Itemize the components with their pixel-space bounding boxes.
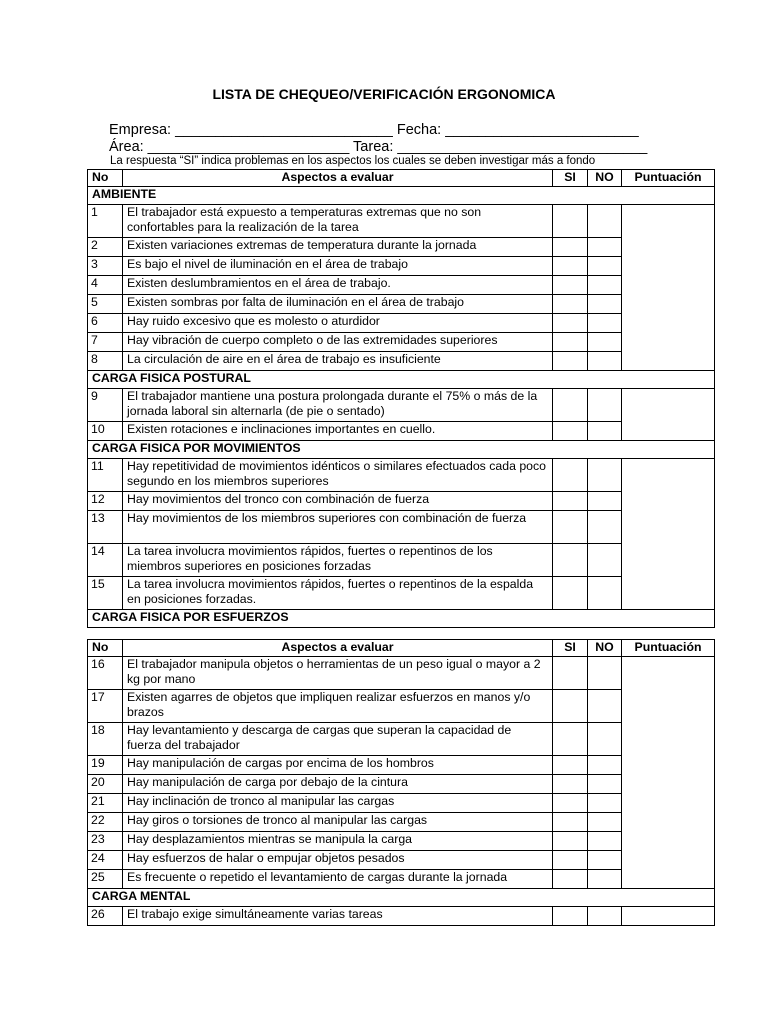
answer-no-cell[interactable] <box>588 812 622 831</box>
item-number: 16 <box>88 656 123 689</box>
item-aspect: Es bajo el nivel de iluminación en el área de trabajo <box>123 256 553 275</box>
checklist-row <box>88 332 715 351</box>
item-number: 25 <box>88 869 123 888</box>
item-aspect: Existen sombras por falta de iluminación en el área de trabajo <box>123 294 553 313</box>
checklist-row <box>88 850 715 869</box>
answer-no-cell[interactable] <box>588 332 622 351</box>
header-score: Puntuación <box>622 170 715 187</box>
item-number: 20 <box>88 774 123 793</box>
answer-si-cell[interactable] <box>553 332 588 351</box>
checklist-row <box>88 510 715 543</box>
item-number: 3 <box>88 256 123 275</box>
answer-si-cell[interactable] <box>553 256 588 275</box>
item-number: 2 <box>88 237 123 256</box>
area-tarea-line[interactable]: Área: _________________________ Tarea: _______________________________ <box>109 139 648 155</box>
answer-si-cell[interactable] <box>553 458 588 491</box>
checklist-row <box>88 237 715 256</box>
checklist-row <box>88 351 715 370</box>
item-number: 21 <box>88 793 123 812</box>
answer-no-cell[interactable] <box>588 275 622 294</box>
checklist-row <box>88 313 715 332</box>
answer-si-cell[interactable] <box>553 831 588 850</box>
item-aspect: Es frecuente o repetido el levantamiento de cargas durante la jornada <box>123 869 553 888</box>
checklist-row <box>88 576 715 609</box>
checklist-row <box>88 906 715 925</box>
header-si: SI <box>553 640 588 657</box>
answer-no-cell[interactable] <box>588 850 622 869</box>
item-aspect: Existen rotaciones e inclinaciones importantes en cuello. <box>123 421 553 440</box>
answer-si-cell[interactable] <box>553 722 588 755</box>
item-number: 22 <box>88 812 123 831</box>
answer-si-cell[interactable] <box>553 774 588 793</box>
checklist-row <box>88 204 715 237</box>
answer-si-cell[interactable] <box>553 850 588 869</box>
item-aspect: El trabajador está expuesto a temperaturas extremas que no son confortables para la realización de la tarea <box>123 204 553 237</box>
answer-si-cell[interactable] <box>553 689 588 722</box>
item-number: 9 <box>88 388 123 421</box>
item-number: 19 <box>88 755 123 774</box>
item-aspect: Hay desplazamientos mientras se manipula la carga <box>123 831 553 850</box>
item-aspect: Hay movimientos del tronco con combinación de fuerza <box>123 491 553 510</box>
answer-si-cell[interactable] <box>553 576 588 609</box>
score-cell[interactable] <box>622 656 715 888</box>
item-aspect: Existen deslumbramientos en el área de trabajo. <box>123 275 553 294</box>
checklist-row <box>88 458 715 491</box>
answer-no-cell[interactable] <box>588 421 622 440</box>
header-aspect: Aspectos a evaluar <box>123 170 553 187</box>
checklist-row <box>88 294 715 313</box>
item-aspect: Hay esfuerzos de halar o empujar objetos pesados <box>123 850 553 869</box>
checklist-row <box>88 256 715 275</box>
answer-no-cell[interactable] <box>588 906 622 925</box>
checklist-row <box>88 491 715 510</box>
section-header <box>88 440 715 458</box>
section-title: CARGA FISICA POR MOVIMIENTOS <box>88 440 715 458</box>
checklist-row <box>88 689 715 722</box>
item-number: 26 <box>88 906 123 925</box>
answer-si-cell[interactable] <box>553 793 588 812</box>
score-cell[interactable] <box>622 458 715 609</box>
answer-no-cell[interactable] <box>588 256 622 275</box>
checklist-row <box>88 831 715 850</box>
answer-si-cell[interactable] <box>553 510 588 543</box>
item-number: 24 <box>88 850 123 869</box>
checklist-table-2 <box>87 639 715 926</box>
header-aspect: Aspectos a evaluar <box>123 640 553 657</box>
item-number: 15 <box>88 576 123 609</box>
item-number: 10 <box>88 421 123 440</box>
answer-si-cell[interactable] <box>553 656 588 689</box>
score-cell[interactable] <box>622 204 715 370</box>
checklist-row <box>88 755 715 774</box>
answer-no-cell[interactable] <box>588 237 622 256</box>
item-aspect: Hay giros o torsiones de tronco al manipular las cargas <box>123 812 553 831</box>
answer-si-cell[interactable] <box>553 275 588 294</box>
answer-si-cell[interactable] <box>553 906 588 925</box>
item-number: 14 <box>88 543 123 576</box>
item-aspect: Existen variaciones extremas de temperatura durante la jornada <box>123 237 553 256</box>
item-aspect: Hay inclinación de tronco al manipular las cargas <box>123 793 553 812</box>
checklist-table-1 <box>87 169 715 628</box>
checklist-row <box>88 869 715 888</box>
answer-si-cell[interactable] <box>553 812 588 831</box>
answer-si-cell[interactable] <box>553 237 588 256</box>
section-header <box>88 888 715 906</box>
answer-si-cell[interactable] <box>553 204 588 237</box>
answer-no-cell[interactable] <box>588 774 622 793</box>
header-no: No <box>88 640 123 657</box>
item-aspect: Hay vibración de cuerpo completo o de las extremidades superiores <box>123 332 553 351</box>
answer-no-cell[interactable] <box>588 510 622 543</box>
item-aspect: Hay ruido excesivo que es molesto o aturdidor <box>123 313 553 332</box>
item-aspect: Existen agarres de objetos que impliquen realizar esfuerzos en manos y/o brazos <box>123 689 553 722</box>
item-number: 12 <box>88 491 123 510</box>
instruction-note: La respuesta “SI” indica problemas en los aspectos los cuales se deben investigar más a fondo <box>110 155 596 167</box>
header-si: SI <box>553 170 588 187</box>
checklist-row <box>88 812 715 831</box>
item-number: 17 <box>88 689 123 722</box>
answer-no-cell[interactable] <box>588 388 622 421</box>
answer-no-cell[interactable] <box>588 656 622 689</box>
item-aspect: Hay manipulación de carga por debajo de la cintura <box>123 774 553 793</box>
answer-no-cell[interactable] <box>588 294 622 313</box>
section-title: CARGA FISICA POR ESFUERZOS <box>88 609 715 627</box>
page-title: LISTA DE CHEQUEO/VERIFICACIÓN ERGONOMICA <box>212 86 556 102</box>
answer-si-cell[interactable] <box>553 351 588 370</box>
score-cell[interactable] <box>622 906 715 925</box>
answer-si-cell[interactable] <box>553 388 588 421</box>
item-number: 8 <box>88 351 123 370</box>
item-aspect: Hay repetitividad de movimientos idénticos o similares efectuados cada poco segundo en los miembros superiores <box>123 458 553 491</box>
checklist-row <box>88 543 715 576</box>
answer-si-cell[interactable] <box>553 755 588 774</box>
answer-no-cell[interactable] <box>588 755 622 774</box>
checklist-row <box>88 275 715 294</box>
answer-si-cell[interactable] <box>553 294 588 313</box>
answer-no-cell[interactable] <box>588 351 622 370</box>
answer-no-cell[interactable] <box>588 689 622 722</box>
answer-no-cell[interactable] <box>588 722 622 755</box>
answer-no-cell[interactable] <box>588 576 622 609</box>
section-title: AMBIENTE <box>88 186 715 204</box>
answer-no-cell[interactable] <box>588 313 622 332</box>
answer-no-cell[interactable] <box>588 458 622 491</box>
answer-no-cell[interactable] <box>588 543 622 576</box>
checklist-row <box>88 722 715 755</box>
checklist-row <box>88 793 715 812</box>
item-aspect: La tarea involucra movimientos rápidos, fuertes o repentinos de los miembros superiores en posiciones forzadas <box>123 543 553 576</box>
answer-no-cell[interactable] <box>588 869 622 888</box>
item-number: 6 <box>88 313 123 332</box>
answer-si-cell[interactable] <box>553 543 588 576</box>
answer-si-cell[interactable] <box>553 421 588 440</box>
item-number: 1 <box>88 204 123 237</box>
answer-si-cell[interactable] <box>553 313 588 332</box>
checklist-row <box>88 656 715 689</box>
checklist-row <box>88 388 715 421</box>
answer-no-cell[interactable] <box>588 793 622 812</box>
section-header <box>88 609 715 627</box>
item-aspect: El trabajador mantiene una postura prolongada durante el 75% o más de la jornada laboral sin alternarla (de pie o sentado) <box>123 388 553 421</box>
section-title: CARGA FISICA POSTURAL <box>88 370 715 388</box>
item-number: 7 <box>88 332 123 351</box>
header-score: Puntuación <box>622 640 715 657</box>
header-no-answer: NO <box>588 640 622 657</box>
item-number: 4 <box>88 275 123 294</box>
checklist-row <box>88 421 715 440</box>
empresa-fecha-line[interactable]: Empresa: ___________________________ Fecha: ________________________ <box>109 122 639 138</box>
item-number: 5 <box>88 294 123 313</box>
item-aspect: La circulación de aire en el área de trabajo es insuficiente <box>123 351 553 370</box>
item-number: 11 <box>88 458 123 491</box>
item-aspect: El trabajador manipula objetos o herramientas de un peso igual o mayor a 2 kg por mano <box>123 656 553 689</box>
item-aspect: La tarea involucra movimientos rápidos, fuertes o repentinos de la espalda en posiciones forzadas. <box>123 576 553 609</box>
header-no: No <box>88 170 123 187</box>
section-header <box>88 370 715 388</box>
item-aspect: Hay manipulación de cargas por encima de los hombros <box>123 755 553 774</box>
checklist-row <box>88 774 715 793</box>
item-aspect: Hay movimientos de los miembros superiores con combinación de fuerza <box>123 510 553 543</box>
item-number: 13 <box>88 510 123 543</box>
section-title: CARGA MENTAL <box>88 888 715 906</box>
answer-no-cell[interactable] <box>588 831 622 850</box>
section-header <box>88 186 715 204</box>
item-aspect: El trabajo exige simultáneamente varias tareas <box>123 906 553 925</box>
answer-si-cell[interactable] <box>553 491 588 510</box>
header-no-answer: NO <box>588 170 622 187</box>
item-aspect: Hay levantamiento y descarga de cargas que superan la capacidad de fuerza del trabajador <box>123 722 553 755</box>
answer-no-cell[interactable] <box>588 491 622 510</box>
answer-si-cell[interactable] <box>553 869 588 888</box>
item-number: 18 <box>88 722 123 755</box>
score-cell[interactable] <box>622 388 715 440</box>
answer-no-cell[interactable] <box>588 204 622 237</box>
item-number: 23 <box>88 831 123 850</box>
